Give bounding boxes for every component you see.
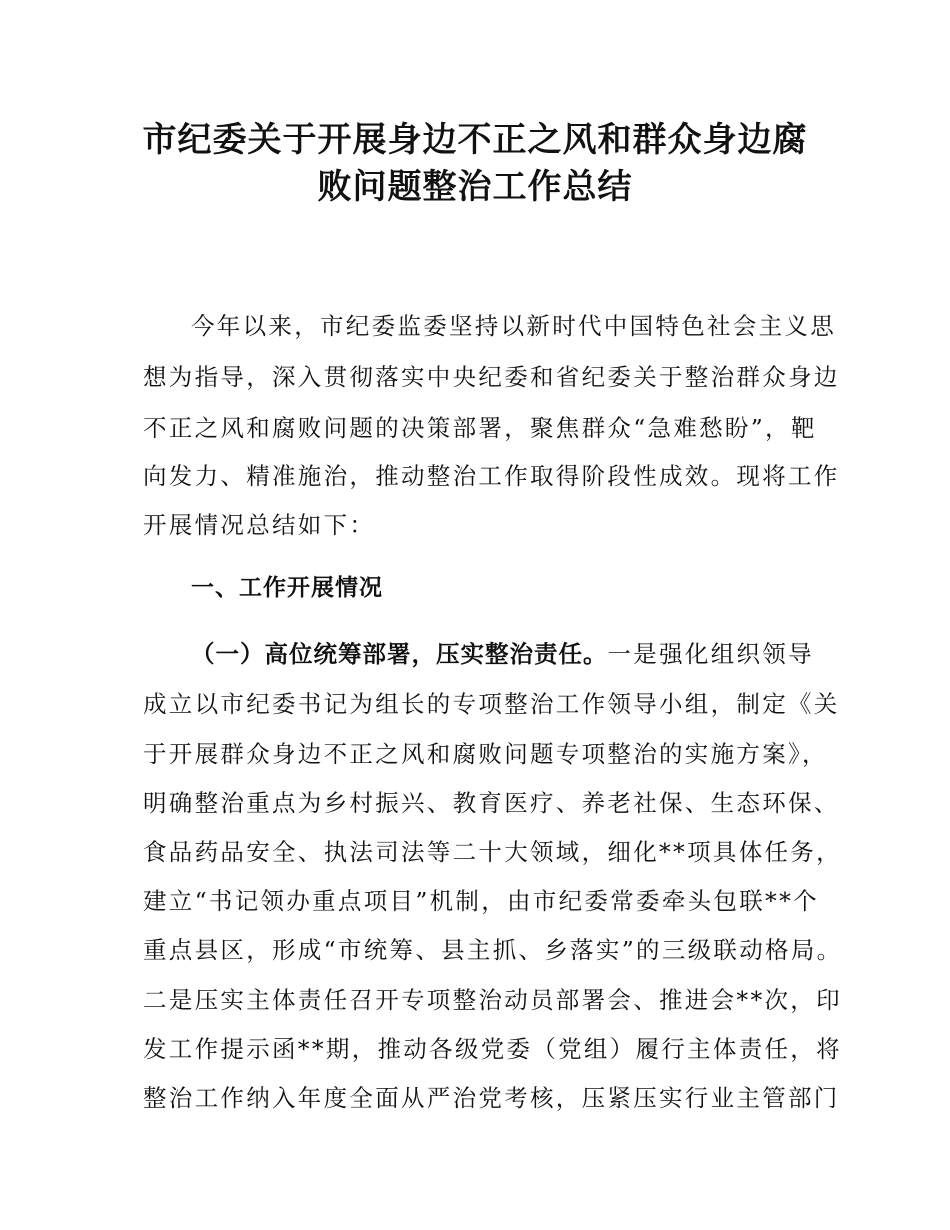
- intro-line: 向发力、精准施治，推动整治工作取得阶段性成效。现将工作: [143, 462, 840, 490]
- body-line: 成立以市纪委书记为组长的专项整治工作领导小组，制定《关: [143, 690, 840, 718]
- body-line: 整治工作纳入年度全面从严治党考核，压紧压实行业主管部门: [143, 1084, 840, 1112]
- intro-line: 不正之风和腐败问题的决策部署，聚焦群众“急难愁盼”，靶: [143, 414, 817, 442]
- body-line: 发工作提示函**期，推动各级党委（党组）履行主体责任，将: [143, 1035, 842, 1063]
- section-heading: 一、工作开展情况: [191, 575, 383, 601]
- body-line: 重点县区，形成“市统筹、县主抓、乡落实”的三级联动格局。: [143, 936, 843, 964]
- body-line: 于开展群众身边不正之风和腐败问题专项整治的实施方案》，: [143, 740, 828, 768]
- body-line: 明确整治重点为乡村振兴、教育医疗、养老社保、生态环保、: [143, 789, 840, 817]
- subsection-text: 一是强化组织领导: [607, 640, 814, 668]
- intro-line: 今年以来，市纪委监委坚持以新时代中国特色社会主义思: [191, 312, 836, 340]
- document-title-line-1: 市纪委关于开展身边不正之风和群众身边腐: [142, 120, 808, 160]
- body-line: 食品药品安全、执法司法等二十大领域，细化**项具体任务，: [143, 838, 842, 866]
- intro-line: 开展情况总结如下：: [143, 511, 376, 539]
- subsection-heading: （一）高位统筹部署，压实整治责任。: [191, 640, 608, 668]
- document-title-line-2: 败问题整治工作总结: [317, 167, 633, 207]
- body-line: 二是压实主体责任召开专项整治动员部署会、推进会**次，印: [143, 986, 842, 1014]
- intro-line: 想为指导，深入贯彻落实中央纪委和省纪委关于整治群众身边: [143, 363, 840, 391]
- subsection-first-line: [191, 638, 814, 670]
- body-line: 建立“书记领办重点项目”机制，由市纪委常委牵头包联**个: [143, 887, 819, 915]
